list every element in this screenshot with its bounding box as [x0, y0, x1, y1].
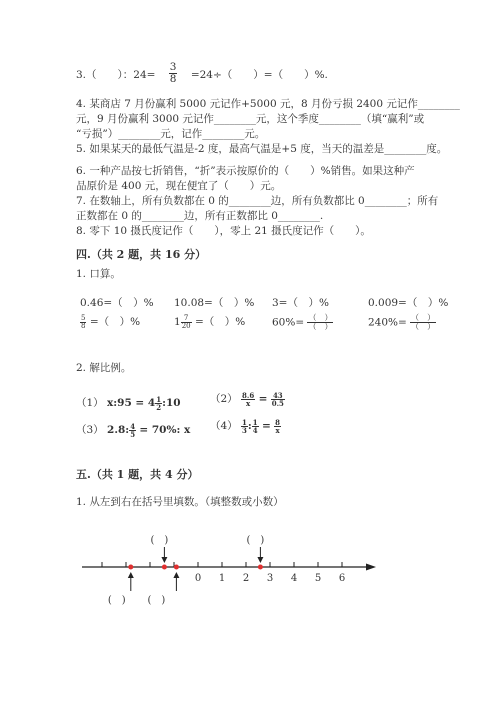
prop-4-label: （4）: [210, 420, 238, 432]
oral-b1: [80, 314, 140, 330]
answer-paren-bottom: ( ): [147, 595, 166, 606]
pointer-up-arrowhead: [173, 572, 179, 578]
question-6-line2: 品原价是 400 元，现在便宜了（ ）元。: [76, 180, 282, 192]
question-4-line3: “亏损”）________元，记作________元。: [76, 128, 266, 140]
number-line-label: 5: [314, 573, 322, 584]
question-7-line2: 正数都在 0 的________边，所有正数都比 0________.: [76, 210, 324, 222]
number-line-arrow: [366, 564, 376, 571]
answer-paren-top: ( ): [246, 535, 265, 546]
prop-2-equals: =: [258, 393, 268, 405]
number-line-label: 0: [194, 573, 202, 584]
prop-3-label: （3）: [76, 424, 104, 436]
oral-b2-text: =（ ）%: [194, 316, 246, 328]
number-line: [0, 525, 500, 615]
oral-b4-frac: [410, 314, 436, 331]
section-5-title: 五.（共 1 题，共 4 分）: [76, 468, 199, 481]
question-6-line1: 6. 一种产品按七折销售，“折”表示按原价的（ ）%销售。如果这种产: [76, 165, 415, 177]
oral-a2: 10.08=（ ）%: [174, 297, 255, 309]
prop-4-c-num: 8: [275, 417, 281, 427]
number-line-label: 4: [290, 573, 298, 584]
oral-b3-frac: [307, 314, 333, 331]
proportion-1: [76, 395, 181, 411]
prop-3-den: 5: [130, 429, 136, 439]
oral-b2-num: 7: [181, 315, 192, 323]
question-4-line1: 4. 某商店 7 月份赢利 5000 元记作+5000 元，8 月份亏损 2400 元记作________: [76, 98, 460, 110]
oral-b1-frac: [80, 315, 86, 330]
q3-frac-den: 8: [169, 72, 177, 85]
prop-2-left-num: 8.6: [242, 390, 255, 400]
q3-frac-num: 3: [169, 61, 177, 73]
prop-2-label: （2）: [210, 393, 238, 405]
oral-a1: 0.46=（ ）%: [80, 297, 154, 309]
number-line-point: [174, 565, 179, 570]
prop-1-den: 2: [156, 402, 162, 412]
section-4-title: 四.（共 2 题，共 16 分）: [76, 248, 207, 261]
prop-3-right: = 70%: x: [139, 424, 191, 436]
pointer-up-arrowhead: [128, 572, 134, 578]
oral-b3-den: （ ）: [308, 322, 333, 331]
proportion-4: [210, 418, 281, 434]
prop-4-b-den: 4: [252, 425, 258, 435]
prop-1-label: （1）: [76, 397, 104, 409]
proportion-2: [210, 391, 285, 407]
oral-a4: 0.009=（ ）%: [368, 297, 449, 309]
proportion-3: [76, 422, 190, 438]
oral-b2-frac: [181, 315, 192, 330]
oral-b3-num: （ ）: [308, 313, 333, 322]
prop-1-num: 1: [156, 394, 162, 404]
oral-a3: 3=（ ）%: [272, 297, 329, 309]
answer-paren-bottom: ( ): [107, 595, 126, 606]
prop-1-right: :10: [162, 397, 181, 409]
prop-4-a-den: 3: [242, 425, 247, 435]
number-line-point: [162, 565, 167, 570]
section-4-q1: 1. 口算。: [76, 268, 121, 280]
oral-b2: [174, 314, 245, 330]
prop-3-frac: [129, 423, 136, 438]
oral-b1-den: 8: [81, 321, 86, 330]
prop-4-a-num: 1: [242, 417, 247, 427]
number-line-label: 2: [242, 573, 250, 584]
prop-4-frac-c: [274, 419, 281, 434]
answer-paren-top: ( ): [150, 535, 169, 546]
oral-b4-den: （ ）: [411, 322, 436, 331]
oral-b1-num: 5: [81, 313, 86, 322]
prop-1-left: x:95 = 4: [107, 397, 156, 409]
number-line-label: 3: [266, 573, 274, 584]
question-7-line1: 7. 在数轴上，所有负数都在 0 的________边，所有负数都比 0________；所有: [76, 195, 439, 207]
prop-2-right-num: 43: [271, 392, 285, 400]
oral-b4: [368, 314, 436, 331]
prop-3-num: 4: [130, 421, 136, 431]
oral-b2-whole: 1: [174, 316, 181, 328]
oral-b3: [272, 314, 333, 331]
prop-2-right-frac: [271, 392, 285, 407]
prop-4-equals: =: [262, 420, 271, 432]
oral-b1-text: =（ ）%: [89, 316, 141, 328]
prop-2-left-den: x: [246, 398, 251, 408]
prop-4-b-num: 1: [252, 417, 258, 427]
pointer-down-arrowhead: [161, 557, 167, 563]
q3-part2: =24÷（ ）=（ ）%.: [190, 69, 328, 81]
number-line-point: [128, 565, 133, 570]
prop-3-left: 2.8:: [107, 424, 130, 436]
oral-b4-text: 240%=: [368, 316, 407, 329]
prop-4-c-den: x: [275, 425, 280, 435]
question-5: 5. 如果某天的最低气温是-2 度，最高气温是+5 度，当天的温差是________度。: [76, 143, 448, 155]
oral-b4-num: （ ）: [411, 313, 436, 322]
oral-b2-den: 20: [181, 321, 191, 330]
prop-2-right-den: 0.5: [271, 398, 284, 408]
section-4-q2: 2. 解比例。: [76, 362, 132, 374]
q3-fraction: [169, 62, 178, 84]
section-5-q1: 1. 从左到右在括号里填数。（填整数或小数）: [76, 496, 284, 508]
pointer-down-arrowhead: [257, 557, 263, 563]
q3-part1: 3.（ ）：24=: [76, 69, 156, 81]
question-8: 8. 零下 10 摄氏度记作（ ），零上 21 摄氏度记作（ ）。: [76, 225, 371, 237]
question-4-line2: 元，9 月份赢利 3000 元记作________元，这个季度________（填“赢利”或: [76, 113, 425, 125]
question-3: [76, 61, 328, 85]
prop-2-left-frac: [241, 392, 255, 407]
oral-b3-text: 60%=: [272, 316, 305, 329]
number-line-label: 6: [338, 573, 346, 584]
number-line-point: [258, 565, 263, 570]
prop-4-frac-a: [241, 419, 248, 434]
prop-4-colon: :: [247, 420, 252, 432]
number-line-label: 1: [218, 573, 226, 584]
prop-4-frac-b: [252, 419, 259, 434]
